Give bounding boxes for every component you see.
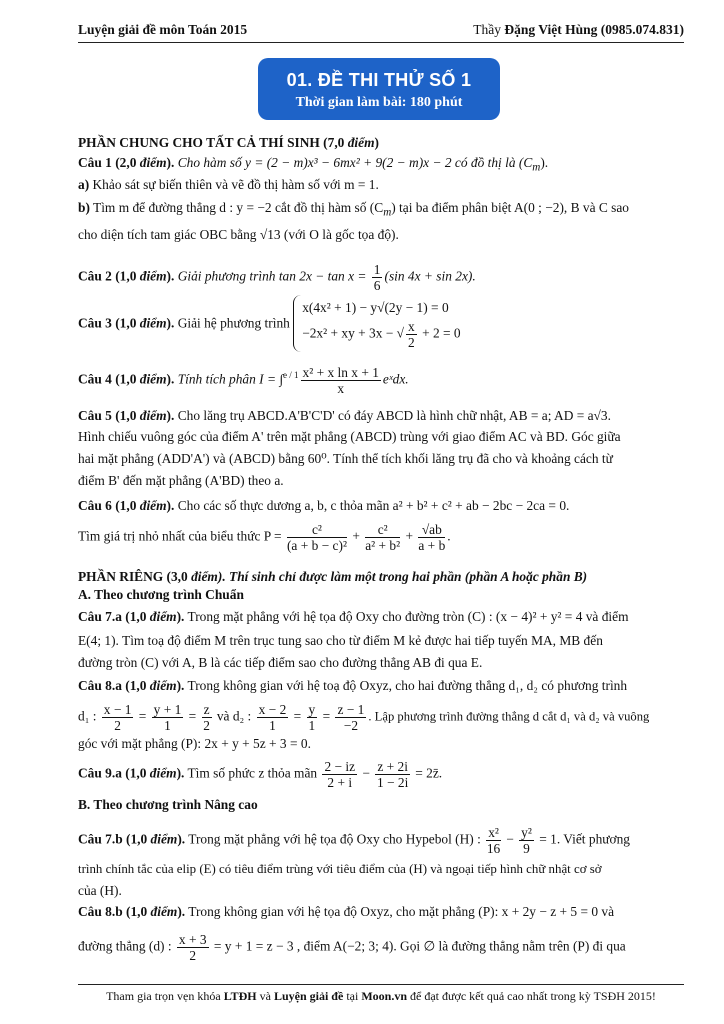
question-8b: Câu 8.b (1,0 điểm). Trong không gian với hệ tọa độ Oxyz, cho mặt phẳng (P): x + 2y − z + 5 = 0 và	[78, 904, 615, 919]
page-footer: Tham gia trọn vẹn khóa LTĐH và Luyện giải đề tại Moon.vn để đạt được kết quả cao nhất trong kỳ TSĐH 2015!	[78, 984, 684, 1004]
question-7b-line2: trình chính tắc của elip (E) có tiêu điểm trùng với tiêu điểm của (H) và ngoại tiếp hình chữ nhật cơ sở	[78, 862, 602, 876]
question-5-line4: điểm B' đến mặt phẳng (A'BD) theo a.	[78, 473, 284, 488]
question-5-line3: hai mặt phẳng (ADD'A') và (ABCD) bằng 60⁰. Tính thể tích khối lăng trụ đã cho và khoảng cách từ	[78, 451, 613, 466]
question-7b-line3: của (H).	[78, 883, 122, 898]
question-4: Câu 4 (1,0 điểm). Tính tích phân I = ∫$^{e / 1}$ $\frac{\text{x² + x ln x + 1}}{x}$ eˣdx.	[78, 365, 409, 396]
equation-system: x(4x² + 1) − y√(2y − 1) = 0 −2x² + xy + 3x − √ $\frac{x}{2}$ + 2 = 0	[293, 295, 460, 352]
question-1a: a) Khảo sát sự biến thiên và vẽ đồ thị hàm số với m = 1.	[78, 177, 379, 192]
exam-duration: Thời gian làm bài: 180 phút	[295, 95, 463, 110]
question-9a: Câu 9.a (1,0 điểm). Tìm số phức z thỏa mãn $\frac{2 - iz}{2 + i}$ − $\frac{z + 2i}{1 - 2i}$ = 2z̄.	[78, 759, 443, 790]
header-course-title: Luyện giải đề môn Toán 2015	[78, 22, 248, 37]
question-1b: b) Tìm m để đường thẳng d : y = −2 cắt đồ thị hàm số $(C_m)$ tại ba điểm phân biệt A(0 ; −2), B và C sao	[78, 200, 629, 219]
question-1: Câu 1 (2,0 điểm). Cho hàm số y = (2 − m)x³ − 6mx² + 9(2 − m)x − 2 có đồ thị là $(C_m)$.	[78, 155, 549, 174]
question-7b: Câu 7.b (1,0 điểm). Trong mặt phẳng với hệ tọa độ Oxy cho Hypebol (H) : $\frac{\text{x²}}{16}$ − $\frac{\text{y²}}{9}$ = 1. Viết phương	[78, 825, 630, 856]
page-header	[78, 22, 684, 43]
question-8b-line2: đường thẳng (d) : $\frac{x + 3}{2}$ = y + 1 = z − 3 , điểm A(−2; 3; 4). Gọi ∅ là đường thẳng nằm trên (P) đi qua	[78, 932, 626, 963]
question-8a-lines: d₁ : $\frac{x - 1}{2}$ = $\frac{y + 1}{1}$ = $\frac{z}{2}$ và d₂ : $\frac{x - 2}{1}$ = $\frac{y}{1}$ = $\frac{z - 1}{-2}$ . Lập phương trình đường thẳng d cắt d₁ và d₂ và vuông	[78, 702, 650, 733]
question-7a-line2: E(4; 1). Tìm toạ độ điểm M trên trục tung sao cho từ điểm M kẻ được hai tiếp tuyến MA, MB đến	[78, 633, 603, 648]
question-3: Câu 3 (1,0 điểm). Giải hệ phương trình x(4x² + 1) − y√(2y − 1) = 0 −2x² + xy + 3x − √ $\frac{x}{2}$ + 2 = 0	[78, 295, 684, 357]
question-7a: Câu 7.a (1,0 điểm). Trong mặt phẳng với hệ tọa độ Oxy cho đường tròn (C) : (x − 4)² + y² = 4 và điểm	[78, 609, 629, 624]
question-2: Câu 2 (1,0 điểm). Giải phương trình tan 2x − tan x = $\frac{1}{6}$ (sin 4x + sin 2x).	[78, 262, 476, 293]
question-6-expression: Tìm giá trị nhỏ nhất của biểu thức P = $\frac{\text{c²}}{\text{(a + b − c)²}}$ + $\frac{\text{c²}}{\text{a² + b²}}$ + $\frac{√ab}{a + b}$ .	[78, 522, 451, 553]
question-8a: Câu 8.a (1,0 điểm). Trong không gian với hệ toạ độ Oxyz, cho hai đường thẳng d₁, d₂ có phương trình	[78, 678, 628, 693]
exam-title: 01. ĐỀ THI THỬ SỐ 1	[286, 70, 472, 90]
part1-heading: PHẦN CHUNG CHO TẤT CẢ THÍ SINH (7,0 điểm)	[78, 135, 379, 150]
header-author: Thầy Đặng Việt Hùng (0985.074.831)	[473, 22, 684, 37]
question-6: Câu 6 (1,0 điểm). Cho các số thực dương a, b, c thỏa mãn a² + b² + c² + ab − 2bc − 2ca = 0.	[78, 498, 570, 513]
part-a-heading: A. Theo chương trình Chuẩn	[78, 587, 244, 602]
part2-heading: PHẦN RIÊNG (3,0 điểm). Thí sinh chỉ được làm một trong hai phần (phần A hoặc phần B)	[78, 569, 588, 584]
question-5-line2: Hình chiếu vuông góc của điểm A' trên mặt phẳng (ABCD) trùng với giao điểm AC và BD. Góc giữa	[78, 429, 621, 444]
question-7a-line3: đường tròn (C) với A, B là các tiếp điểm sao cho đường thẳng AB đi qua E.	[78, 655, 483, 670]
question-8a-line3: góc với mặt phẳng (P): 2x + y + 5z + 3 = 0.	[78, 736, 311, 751]
exam-title-box	[258, 58, 500, 120]
question-5: Câu 5 (1,0 điểm). Cho lăng trụ ABCD.A'B'C'D' có đáy ABCD là hình chữ nhật, AB = a; AD = a√3.	[78, 408, 611, 423]
part-b-heading: B. Theo chương trình Nâng cao	[78, 797, 258, 812]
fraction: $\frac{1}{6}$	[373, 262, 381, 293]
question-1b-cont: cho diện tích tam giác OBC bằng √13 (với O là gốc tọa độ).	[78, 227, 399, 242]
